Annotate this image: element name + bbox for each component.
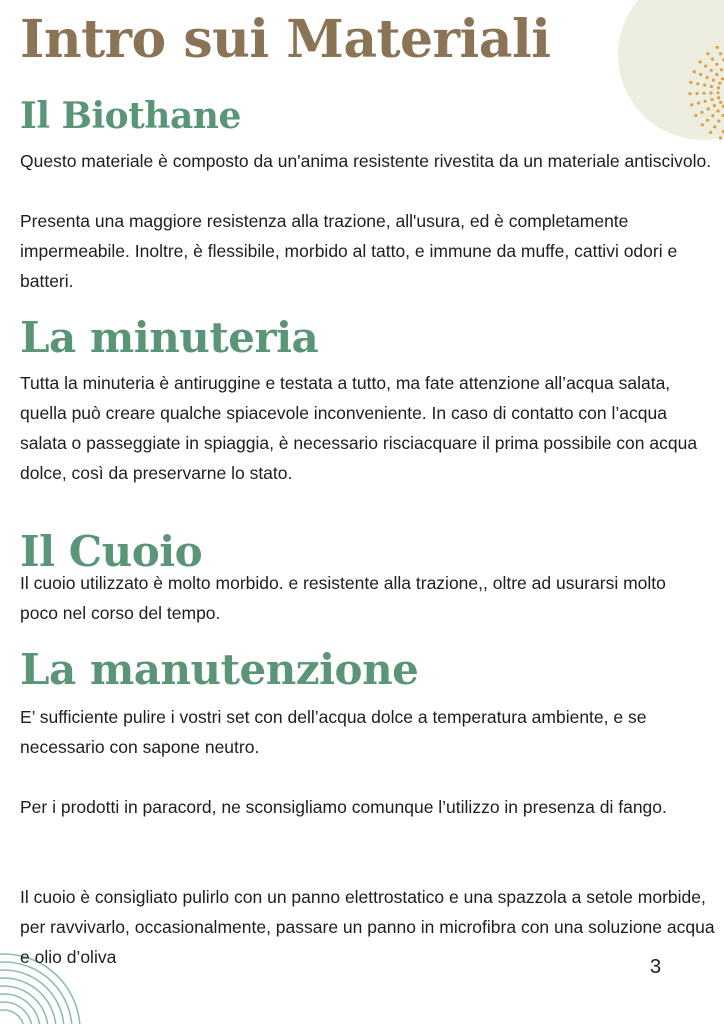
section-heading-manutenzione: La manutenzione [20, 645, 419, 694]
cuoio-paragraph: Il cuoio utilizzato è molto morbido. e resistente alla trazione,, oltre ad usurarsi molto poco nel corso del tempo. [20, 573, 666, 623]
manutenzione-paragraph-1: E’ sufficiente pulire i vostri set con dell’acqua dolce a temperatura ambiente, e se necessario con sapone neutro. [20, 707, 647, 757]
section-heading-biothane: Il Biothane [20, 95, 241, 137]
biothane-paragraph-1: Questo materiale è composto da un'anima resistente rivestita da un materiale antiscivolo. [20, 151, 712, 171]
page-title: Intro sui Materiali [20, 9, 551, 70]
minuteria-paragraph: Tutta la minuteria è antiruggine e testata a tutto, ma fate attenzione all’acqua salata, quella può creare qualche spiacevole inconveniente. In caso di contatto con l’acqua salata o passeggiate in spiaggia, è necessario risciacquare il prima possibile con acqua dolce, così da preservarne lo stato. [20, 373, 698, 483]
decorative-dots-icon [680, 40, 724, 144]
biothane-paragraph-2: Presenta una maggiore resistenza alla trazione, all'usura, ed è completamente impermeabile. Inoltre, è flessibile, morbido al tatto, e immune da muffe, cattivi odori e batteri. [20, 211, 678, 291]
manutenzione-paragraph-3: Il cuoio è consigliato pulirlo con un panno elettrostatico e una spazzola a setole morbide, per ravvivarlo, occasionalmente, passare un panno in microfibra con una soluzione acqua e olio d’oliva [20, 887, 715, 967]
manutenzione-paragraph-2: Per i prodotti in paracord, ne sconsigliamo comunque l’utilizzo in presenza di fango. [20, 797, 667, 817]
section-heading-minuteria: La minuteria [20, 313, 319, 362]
section-heading-cuoio: Il Cuoio [20, 527, 203, 576]
page-number: 3 [650, 956, 662, 978]
